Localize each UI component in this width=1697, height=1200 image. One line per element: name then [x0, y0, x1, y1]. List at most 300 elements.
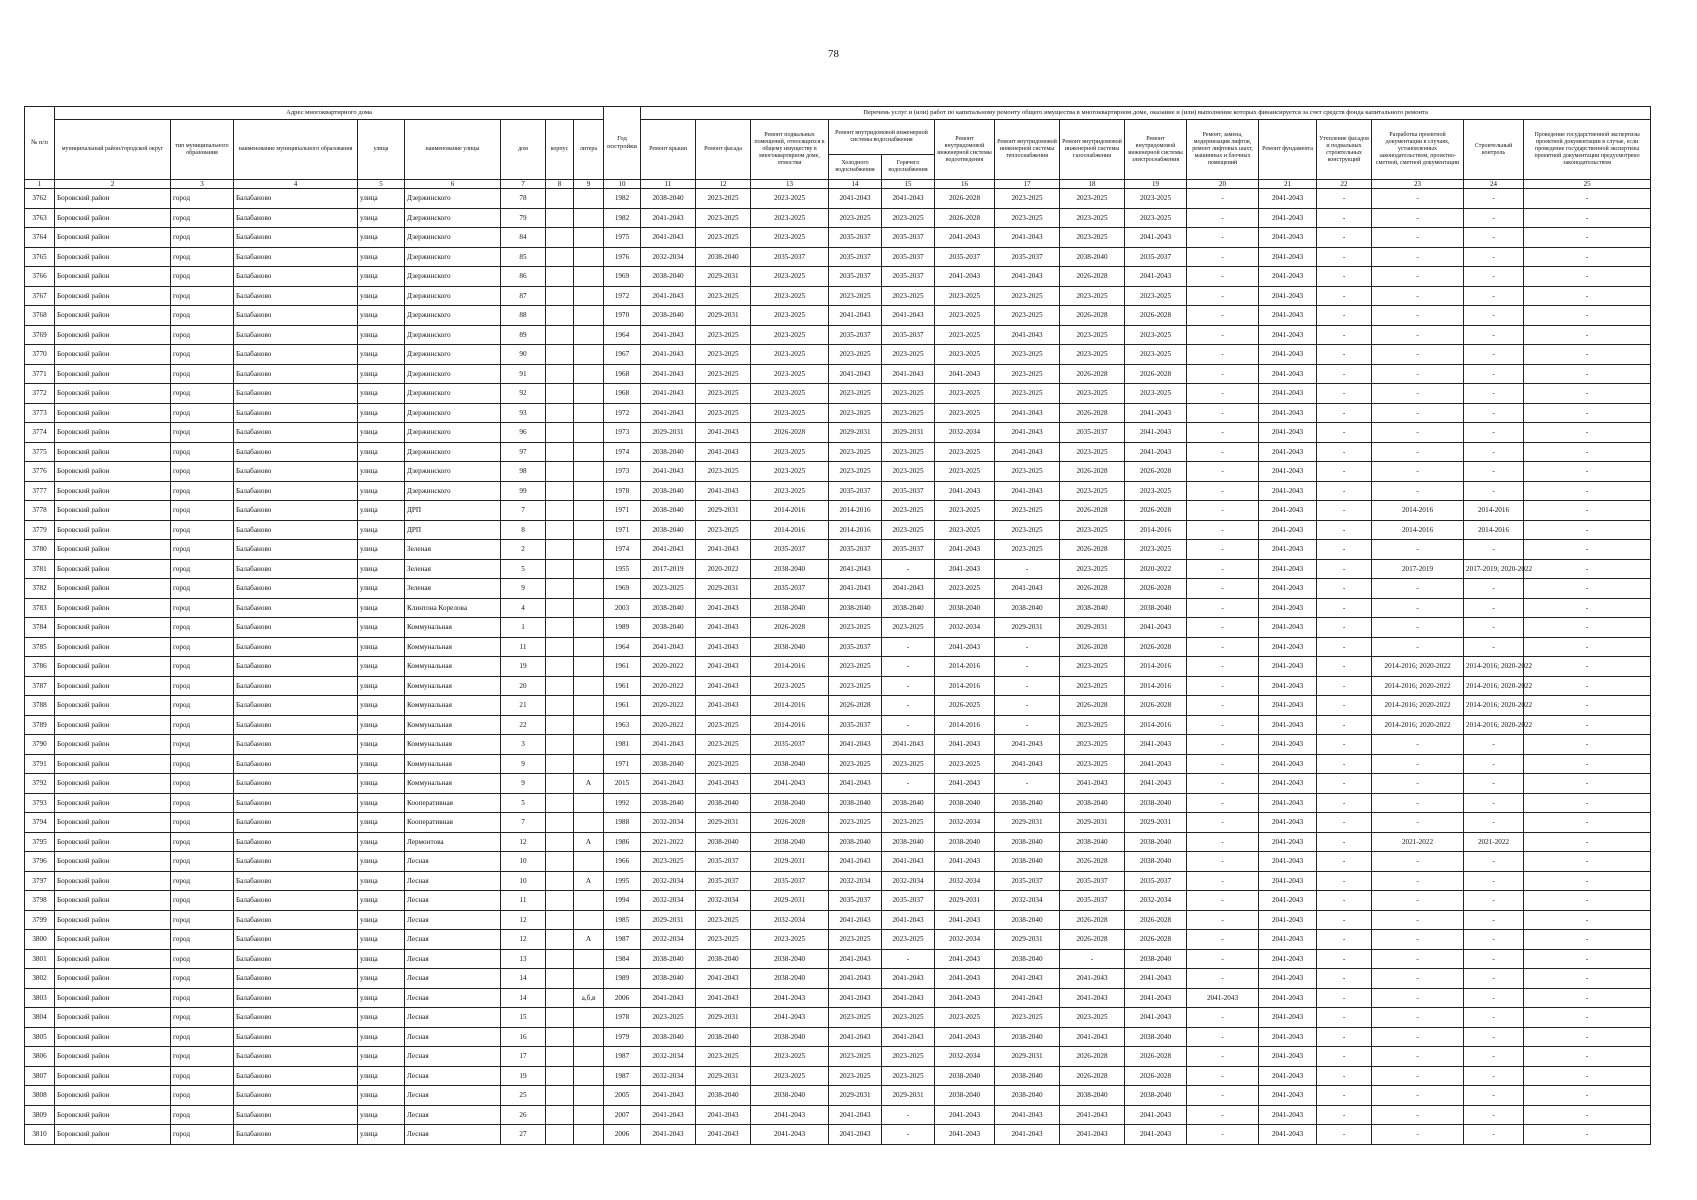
table-cell: 3779	[25, 520, 55, 540]
table-cell	[546, 871, 574, 891]
table-cell: -	[1464, 403, 1524, 423]
table-cell: 1985	[604, 910, 641, 930]
table-cell: Боровский район	[55, 208, 171, 228]
table-cell: 2041-2043	[1259, 364, 1317, 384]
table-cell	[574, 325, 604, 345]
table-cell: -	[1524, 715, 1651, 735]
table-cell: -	[882, 637, 935, 657]
table-cell	[546, 1027, 574, 1047]
table-cell	[574, 1027, 604, 1047]
table-cell: Лесная	[405, 871, 501, 891]
table-cell: -	[1524, 520, 1651, 540]
table-cell: Балабаново	[234, 1105, 358, 1125]
table-cell: Боровский район	[55, 267, 171, 287]
table-cell: 3807	[25, 1066, 55, 1086]
table-cell: 2041-2043	[995, 1125, 1060, 1145]
table-cell: -	[1187, 657, 1259, 677]
table-cell: 2023-2025	[1125, 481, 1187, 501]
table-cell: 2026-2028	[1125, 1047, 1187, 1067]
table-cell: -	[1464, 228, 1524, 248]
municipality-name-header: наименование муниципального образования	[234, 120, 358, 180]
table-cell: 2041-2043	[995, 442, 1060, 462]
table-cell: 2041-2043	[829, 189, 882, 209]
table-cell: 2023-2025	[1060, 442, 1125, 462]
table-cell: 2026-2028	[1060, 696, 1125, 716]
table-cell	[546, 540, 574, 560]
table-cell: 2023-2025	[641, 579, 696, 599]
table-cell: Лесная	[405, 1027, 501, 1047]
table-cell: 7	[501, 813, 546, 833]
table-cell: -	[1464, 364, 1524, 384]
table-cell: 2041-2043	[995, 969, 1060, 989]
table-cell: 2041-2043	[1259, 930, 1317, 950]
column-number: 16	[935, 180, 995, 189]
table-cell: 2023-2025	[696, 1047, 751, 1067]
table-cell: -	[1187, 813, 1259, 833]
table-cell: -	[1372, 910, 1464, 930]
table-cell: улица	[358, 910, 405, 930]
table-cell: 2026-2028	[1060, 540, 1125, 560]
table-cell: 15	[501, 1008, 546, 1028]
table-cell: город	[171, 403, 234, 423]
table-cell: 1984	[604, 949, 641, 969]
table-cell: -	[882, 774, 935, 794]
table-cell: 2041-2043	[882, 852, 935, 872]
table-cell: Боровский район	[55, 501, 171, 521]
table-row	[25, 1105, 1651, 1125]
table-cell: 2041-2043	[935, 637, 995, 657]
table-cell: 2023-2025	[829, 384, 882, 404]
table-cell: -	[1524, 247, 1651, 267]
table-cell: город	[171, 852, 234, 872]
table-cell: -	[1464, 1086, 1524, 1106]
table-cell: 84	[501, 228, 546, 248]
table-cell: 87	[501, 286, 546, 306]
table-cell: 2023-2025	[935, 520, 995, 540]
table-cell: 2041-2043	[1259, 306, 1317, 326]
table-cell: город	[171, 774, 234, 794]
table-cell: Балабаново	[234, 891, 358, 911]
table-cell: 2038-2040	[641, 501, 696, 521]
table-cell: 2014-2016; 2020-2022	[1372, 696, 1464, 716]
table-cell: улица	[358, 852, 405, 872]
table-cell: 2041-2043	[1259, 618, 1317, 638]
table-cell: Балабаново	[234, 520, 358, 540]
table-cell: 2023-2025	[882, 286, 935, 306]
table-cell: 2023-2025	[882, 930, 935, 950]
table-cell: 2038-2040	[995, 852, 1060, 872]
table-cell: 2023-2025	[1125, 384, 1187, 404]
table-cell: город	[171, 208, 234, 228]
table-cell: -	[1464, 813, 1524, 833]
table-cell: 10	[501, 852, 546, 872]
table-cell: 2035-2037	[829, 481, 882, 501]
table-cell: 2023-2025	[751, 364, 829, 384]
table-row	[25, 832, 1651, 852]
table-cell: -	[1187, 676, 1259, 696]
table-cell: -	[1372, 637, 1464, 657]
table-row	[25, 267, 1651, 287]
table-cell: 2041-2043	[1259, 442, 1317, 462]
table-cell: 2023-2025	[1060, 189, 1125, 209]
table-cell: 1982	[604, 189, 641, 209]
table-cell: -	[1524, 267, 1651, 287]
table-cell: 2041-2043	[935, 735, 995, 755]
table-cell: 1968	[604, 364, 641, 384]
table-cell: улица	[358, 481, 405, 501]
table-cell: -	[1524, 501, 1651, 521]
table-cell: 2038-2040	[1125, 1027, 1187, 1047]
table-cell: город	[171, 637, 234, 657]
table-cell: 2038-2040	[751, 754, 829, 774]
table-cell: -	[1464, 598, 1524, 618]
table-cell: 2041-2043	[829, 1027, 882, 1047]
table-cell: -	[1464, 891, 1524, 911]
table-cell: 2035-2037	[1060, 423, 1125, 443]
table-cell: 2029-2031	[641, 423, 696, 443]
table-cell: -	[1317, 735, 1372, 755]
table-cell: -	[1187, 325, 1259, 345]
table-cell: 2038-2040	[751, 793, 829, 813]
table-cell: Балабаново	[234, 949, 358, 969]
table-cell: 2023-2025	[1125, 325, 1187, 345]
table-cell: 2041-2043	[882, 189, 935, 209]
table-cell: -	[1372, 579, 1464, 599]
table-cell: 2014-2016; 2020-2022	[1464, 676, 1524, 696]
table-cell: 1961	[604, 657, 641, 677]
table-cell: город	[171, 579, 234, 599]
table-cell: 2026-2028	[1060, 403, 1125, 423]
table-cell	[574, 813, 604, 833]
table-cell: 2041-2043	[1259, 852, 1317, 872]
table-cell: Балабаново	[234, 852, 358, 872]
table-cell: -	[1317, 540, 1372, 560]
table-cell: улица	[358, 579, 405, 599]
table-cell: 2029-2031	[995, 813, 1060, 833]
table-cell: 2020-2022	[641, 715, 696, 735]
table-row	[25, 676, 1651, 696]
table-cell: 2006	[604, 988, 641, 1008]
column-number: 21	[1259, 180, 1317, 189]
table-row	[25, 286, 1651, 306]
table-cell: 5	[501, 559, 546, 579]
table-cell: -	[1524, 754, 1651, 774]
table-cell: 1995	[604, 871, 641, 891]
table-cell: 2041-2043	[1060, 1125, 1125, 1145]
table-cell: 3771	[25, 364, 55, 384]
table-row	[25, 852, 1651, 872]
table-cell: -	[995, 774, 1060, 794]
table-cell: 2041-2043	[1259, 754, 1317, 774]
table-cell: 2041-2043	[1259, 247, 1317, 267]
table-cell: Боровский район	[55, 871, 171, 891]
table-cell: Лесная	[405, 1105, 501, 1125]
table-cell: -	[1524, 676, 1651, 696]
table-cell: -	[1317, 1027, 1372, 1047]
table-cell: -	[1317, 267, 1372, 287]
table-cell: -	[1464, 384, 1524, 404]
house-header: дом	[501, 120, 546, 180]
table-cell: 2038-2040	[641, 793, 696, 813]
table-cell: 2032-2034	[882, 871, 935, 891]
table-row	[25, 208, 1651, 228]
table-cell	[574, 364, 604, 384]
table-cell: 2026-2028	[935, 189, 995, 209]
table-cell: 2038-2040	[641, 618, 696, 638]
table-cell: 2023-2025	[882, 520, 935, 540]
table-cell: 2038-2040	[1060, 1086, 1125, 1106]
table-cell: -	[1524, 306, 1651, 326]
table-cell: 2038-2040	[935, 793, 995, 813]
table-cell: 1974	[604, 442, 641, 462]
table-cell: 2041-2043	[1259, 657, 1317, 677]
hot-water-header: Горячего водоснабжения	[882, 155, 935, 180]
table-cell: 2041-2043	[1259, 325, 1317, 345]
table-cell: 2032-2034	[641, 1047, 696, 1067]
table-cell: улица	[358, 520, 405, 540]
table-cell: 2038-2040	[751, 832, 829, 852]
table-cell	[574, 618, 604, 638]
table-cell: -	[1317, 403, 1372, 423]
table-cell: город	[171, 286, 234, 306]
table-cell	[574, 520, 604, 540]
table-cell: -	[1317, 774, 1372, 794]
table-cell: Балабаново	[234, 618, 358, 638]
table-cell: Лесная	[405, 1008, 501, 1028]
table-row	[25, 930, 1651, 950]
table-cell: 2023-2025	[751, 267, 829, 287]
table-cell: 2023-2025	[882, 384, 935, 404]
table-cell: Боровский район	[55, 364, 171, 384]
table-row	[25, 520, 1651, 540]
table-cell: -	[1524, 345, 1651, 365]
table-cell: улица	[358, 871, 405, 891]
table-cell: 3809	[25, 1105, 55, 1125]
table-row	[25, 910, 1651, 930]
table-cell: 2038-2040	[995, 598, 1060, 618]
table-cell: 2023-2025	[995, 189, 1060, 209]
table-cell: 2041-2043	[935, 910, 995, 930]
table-cell: -	[1372, 930, 1464, 950]
table-cell: 3783	[25, 598, 55, 618]
table-cell: Боровский район	[55, 345, 171, 365]
table-row	[25, 735, 1651, 755]
table-cell: 2023-2025	[882, 501, 935, 521]
column-number: 1	[25, 180, 55, 189]
table-cell: 2041-2043	[882, 1027, 935, 1047]
table-cell: Боровский район	[55, 618, 171, 638]
works-group-header: Перечень услуг и (или) работ по капитальному ремонту общего имущества в многоквартирном доме, оказание и (или) выполнение которых финансируется за счет средств фонда капитального ремонта	[641, 107, 1651, 120]
table-cell: 2023-2025	[935, 579, 995, 599]
table-cell: 2021-2022	[1464, 832, 1524, 852]
table-cell: 2035-2037	[751, 871, 829, 891]
table-cell: 99	[501, 481, 546, 501]
table-cell: 2026-2028	[1125, 637, 1187, 657]
table-cell: 2014-2016	[1125, 657, 1187, 677]
table-cell: -	[1524, 735, 1651, 755]
table-cell: 1970	[604, 306, 641, 326]
table-cell: -	[1187, 286, 1259, 306]
table-cell: Лесная	[405, 1086, 501, 1106]
table-cell: -	[1187, 969, 1259, 989]
table-cell: Дзержинского	[405, 364, 501, 384]
table-cell: 2023-2025	[696, 286, 751, 306]
table-cell: 2041-2043	[995, 754, 1060, 774]
table-cell	[546, 1008, 574, 1028]
table-cell: Балабаново	[234, 286, 358, 306]
col-num-header: № п/п	[25, 107, 55, 180]
table-cell: 2026-2028	[1060, 1066, 1125, 1086]
table-cell: 2023-2025	[696, 384, 751, 404]
table-cell: 2041-2043	[641, 1105, 696, 1125]
table-cell: 2023-2025	[829, 345, 882, 365]
table-cell: 3	[501, 735, 546, 755]
table-row	[25, 462, 1651, 482]
table-cell: 2038-2040	[641, 520, 696, 540]
table-cell: 2029-2031	[696, 579, 751, 599]
table-cell: -	[1524, 618, 1651, 638]
table-cell: 2014-2016	[829, 501, 882, 521]
table-cell: 2023-2025	[751, 462, 829, 482]
table-cell: 2020-2022	[696, 559, 751, 579]
table-cell: 2041-2043	[641, 208, 696, 228]
table-cell: -	[1317, 481, 1372, 501]
table-cell: -	[1464, 1105, 1524, 1125]
table-cell	[546, 988, 574, 1008]
column-number: 10	[604, 180, 641, 189]
table-cell: 3810	[25, 1125, 55, 1145]
table-cell: 2021-2022	[641, 832, 696, 852]
table-cell: 2023-2025	[1060, 481, 1125, 501]
table-cell: 2041-2043	[935, 949, 995, 969]
table-cell: -	[1464, 852, 1524, 872]
table-cell: -	[1464, 442, 1524, 462]
column-number: 11	[641, 180, 696, 189]
table-cell: 2041-2043	[829, 910, 882, 930]
table-cell	[546, 364, 574, 384]
table-cell: 2041-2043	[1259, 208, 1317, 228]
table-cell: 2041-2043	[1259, 403, 1317, 423]
table-cell: Боровский район	[55, 1047, 171, 1067]
table-cell: 1973	[604, 423, 641, 443]
table-cell: 2035-2037	[935, 247, 995, 267]
table-cell: 3774	[25, 423, 55, 443]
table-cell: 2041-2043	[696, 637, 751, 657]
table-cell: Боровский район	[55, 423, 171, 443]
table-cell: 1972	[604, 286, 641, 306]
table-cell: -	[1317, 286, 1372, 306]
table-cell: 2041-2043	[1259, 793, 1317, 813]
table-cell: Лесная	[405, 1047, 501, 1067]
table-cell: -	[882, 1125, 935, 1145]
table-cell: 2017-2019	[1372, 559, 1464, 579]
table-cell	[546, 1047, 574, 1067]
table-cell: -	[1187, 540, 1259, 560]
table-cell: 2023-2025	[995, 208, 1060, 228]
table-cell: город	[171, 384, 234, 404]
table-cell: 78	[501, 189, 546, 209]
table-cell: 2032-2034	[1125, 891, 1187, 911]
table-cell: 2023-2025	[696, 208, 751, 228]
table-cell: 2041-2043	[935, 852, 995, 872]
table-cell	[546, 267, 574, 287]
table-cell	[574, 228, 604, 248]
table-cell: -	[1317, 910, 1372, 930]
table-cell: 3773	[25, 403, 55, 423]
table-cell: 2041-2043	[696, 442, 751, 462]
table-cell: Балабаново	[234, 423, 358, 443]
table-cell: 2041-2043	[995, 267, 1060, 287]
table-cell: Балабаново	[234, 598, 358, 618]
heat-header: Ремонт внутридомовой инженерной системы теплоснабжения	[995, 120, 1060, 180]
table-cell: -	[1317, 1047, 1372, 1067]
table-cell: 2029-2031	[696, 501, 751, 521]
table-cell: 2023-2025	[935, 306, 995, 326]
table-cell: 2041-2043	[696, 598, 751, 618]
table-cell: 2038-2040	[696, 247, 751, 267]
table-cell: 3769	[25, 325, 55, 345]
table-cell: -	[1372, 228, 1464, 248]
table-cell: -	[1187, 403, 1259, 423]
table-cell: -	[1372, 1008, 1464, 1028]
table-cell: 2014-2016; 2020-2022	[1464, 696, 1524, 716]
table-cell: 3762	[25, 189, 55, 209]
table-cell: 2041-2043	[1259, 1105, 1317, 1125]
table-cell: -	[1524, 1008, 1651, 1028]
table-cell: 90	[501, 345, 546, 365]
table-cell: 2023-2025	[882, 1066, 935, 1086]
table-cell: улица	[358, 442, 405, 462]
table-cell: -	[1464, 325, 1524, 345]
table-cell	[546, 403, 574, 423]
table-cell: 3793	[25, 793, 55, 813]
table-row	[25, 247, 1651, 267]
table-cell: -	[1317, 325, 1372, 345]
table-cell: -	[1317, 852, 1372, 872]
table-cell: -	[1372, 364, 1464, 384]
table-cell: 2023-2025	[995, 501, 1060, 521]
table-cell: 2023-2025	[995, 286, 1060, 306]
table-cell: 2023-2025	[935, 286, 995, 306]
table-cell: 2041-2043	[641, 988, 696, 1008]
table-cell: 2041-2043	[935, 988, 995, 1008]
table-cell: -	[1187, 891, 1259, 911]
table-cell	[574, 579, 604, 599]
table-cell: 2038-2040	[995, 1066, 1060, 1086]
expertise-header: Проведение государственной экспертизы проектной документации в случае, если проведение государственной экспертизы проектной документации предусмотрено законодательством	[1524, 120, 1651, 180]
table-cell: 25	[501, 1086, 546, 1106]
table-cell: 3801	[25, 949, 55, 969]
table-cell: 2023-2025	[751, 189, 829, 209]
table-cell: 2041-2043	[696, 988, 751, 1008]
table-cell: А	[574, 871, 604, 891]
municipality-type-header: тип муниципального образования	[171, 120, 234, 180]
table-cell: 79	[501, 208, 546, 228]
table-cell: -	[1372, 949, 1464, 969]
table-cell: 2035-2037	[829, 715, 882, 735]
table-cell: 2014-2016	[935, 657, 995, 677]
table-cell: 2041-2043	[1259, 988, 1317, 1008]
table-cell: -	[1372, 325, 1464, 345]
table-cell: 2041-2043	[995, 988, 1060, 1008]
table-cell: улица	[358, 1008, 405, 1028]
table-cell: 2041-2043	[696, 1125, 751, 1145]
table-cell: -	[1372, 1027, 1464, 1047]
table-cell: 2041-2043	[696, 481, 751, 501]
table-cell: 7	[501, 501, 546, 521]
table-cell: 2038-2040	[995, 832, 1060, 852]
column-number: 24	[1464, 180, 1524, 189]
